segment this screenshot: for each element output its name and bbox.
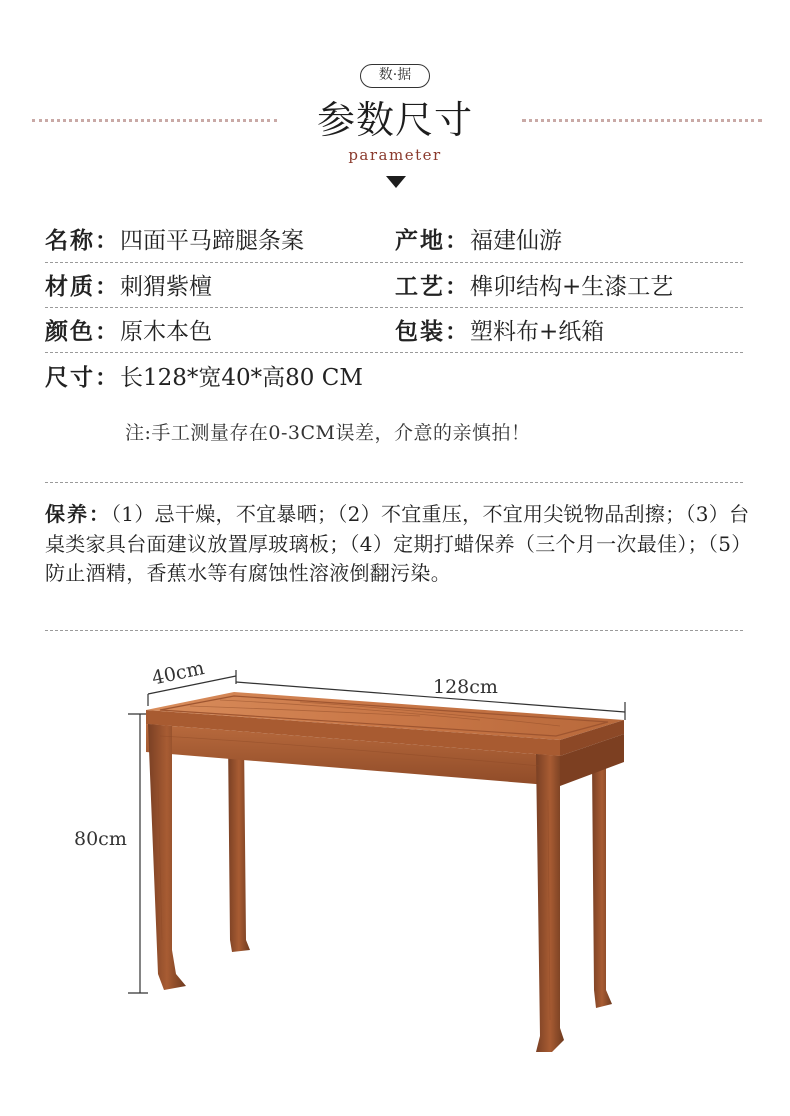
- spec-name: [45, 224, 304, 258]
- back-left-leg: [228, 738, 250, 952]
- height-label: 80cm: [74, 828, 127, 850]
- spec-package: [395, 315, 604, 349]
- spec-craft-label: 工艺：: [395, 273, 470, 300]
- section-badge: 数·据: [360, 64, 430, 88]
- spec-size-label: 尺寸：: [45, 364, 120, 391]
- care-label: 保养：: [45, 502, 111, 526]
- row-divider: [45, 262, 743, 263]
- spec-material: [45, 270, 212, 304]
- spec-material-label: 材质：: [45, 273, 120, 300]
- spec-package-label: 包装：: [395, 318, 470, 345]
- spec-origin-value: 福建仙游: [470, 228, 562, 254]
- page-subtitle: parameter: [348, 146, 442, 164]
- down-arrow-icon: [386, 176, 406, 188]
- product-image: [0, 640, 790, 1060]
- care-text: （1）忌干燥，不宜暴晒；（2）不宜重压，不宜用尖锐物品刮擦；（3）台桌类家具台面建议放置厚玻璃板；（4）定期打蜡保养（三个月一次最佳）；（5）防止酒精，香蕉水等有腐蚀性溶液倒翻污染。: [45, 502, 752, 585]
- spec-craft-value: 榫卯结构+生漆工艺: [470, 274, 674, 300]
- spec-color-label: 颜色：: [45, 318, 120, 345]
- spec-size: [45, 361, 363, 395]
- spec-package-value: 塑料布+纸箱: [470, 319, 605, 345]
- depth-label: 40cm: [150, 657, 207, 690]
- row-divider: [45, 307, 743, 308]
- dotted-divider-left: [32, 119, 277, 122]
- spec-material-value: 刺猬紫檀: [120, 274, 212, 300]
- spec-size-value: 长128*宽40*高80 CM: [120, 365, 363, 391]
- page-title: 参数尺寸: [316, 98, 473, 142]
- spec-craft: [395, 270, 673, 304]
- section-divider: [45, 482, 743, 483]
- spec-color: [45, 315, 212, 349]
- front-left-leg: [148, 724, 186, 990]
- length-label: 128cm: [433, 676, 498, 698]
- spec-origin: [395, 224, 562, 258]
- spec-name-label: 名称：: [45, 227, 120, 254]
- care-instructions: [45, 500, 755, 589]
- spec-name-value: 四面平马蹄腿条案: [120, 228, 304, 254]
- row-divider: [45, 352, 743, 353]
- measurement-note: 注:手工测量存在0-3CM误差，介意的亲慎拍！: [125, 422, 531, 444]
- dotted-divider-right: [522, 119, 762, 122]
- section-divider: [45, 630, 743, 631]
- back-right-leg: [592, 762, 612, 1008]
- spec-color-value: 原木本色: [120, 319, 212, 345]
- spec-origin-label: 产地：: [395, 227, 470, 254]
